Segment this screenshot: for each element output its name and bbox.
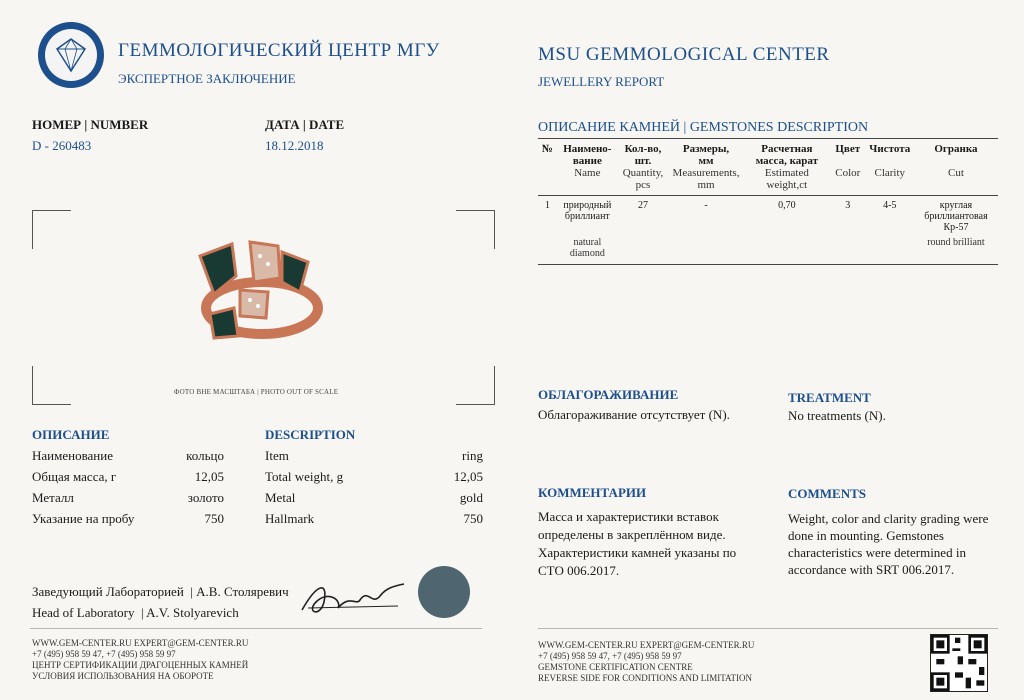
- page-subtitle-en: JEWELLERY REPORT: [538, 74, 665, 89]
- description-row: Общая масса, г 12,05: [32, 469, 224, 484]
- seal-stamp: [418, 566, 470, 618]
- comments-text-ru: Масса и характеристики вставок определены в закреплённом виде. Характеристики камней указаны по СТО 006.2017.: [538, 509, 737, 578]
- footer-left: WWW.GEM-CENTER.RU EXPERT@GEM-CENTER.RU +7 (495) 958 59 47, +7 (495) 958 59 97 ЦЕНТР СЕРТИФИКАЦИИ ДРАГОЦЕННЫХ КАМНЕЙ УСЛОВИЯ ИСПОЛЬЗОВАНИЯ НА ОБОРОТЕ: [32, 638, 249, 681]
- signature-image: [298, 572, 408, 622]
- signatory-title-en: Head of Laboratory | A.V. Stolyarevich: [32, 605, 239, 620]
- gemstones-table: [538, 143, 998, 191]
- number-value: D - 260483: [32, 138, 92, 153]
- description-list-en: [265, 448, 483, 532]
- table-row-en: natural diamond round brilliant: [569, 237, 985, 259]
- page-title-en: MSU GEMMOLOGICAL CENTER: [538, 44, 830, 65]
- date-label: ДАТА | DATE: [265, 117, 345, 132]
- divider: [538, 628, 998, 629]
- photo-frame-corner: [456, 210, 495, 249]
- gemstones-heading: ОПИСАНИЕ КАМНЕЙ | GEMSTONES DESCRIPTION: [538, 120, 869, 135]
- table-row: 1 природный бриллиант 27 - 0,70 3 4-5 круглая бриллиантовая Кр-57: [544, 200, 988, 233]
- table-rule: [538, 264, 998, 265]
- treatment-heading-ru: ОБЛАГОРАЖИВАНИЕ: [538, 387, 679, 402]
- description-heading-ru: ОПИСАНИЕ: [32, 427, 110, 442]
- date-value: 18.12.2018: [265, 138, 324, 153]
- photo-frame-corner: [456, 366, 495, 405]
- page-title-ru: ГЕММОЛОГИЧЕСКИЙ ЦЕНТР МГУ: [118, 40, 440, 61]
- table-header-en: Name Quantity, pcs Measurements, mm Estimated weight,ct Color Clarity Cut: [574, 167, 964, 191]
- signatory-title-ru: Заведующий Лабораторией | А.В. Столяревич: [32, 584, 289, 599]
- description-row: Item ring: [265, 448, 483, 463]
- ring-photo: [190, 238, 330, 348]
- divider: [30, 628, 482, 629]
- treatment-text-ru: Облагораживание отсутствует (N).: [538, 407, 730, 422]
- treatment-text-en: No treatments (N).: [788, 408, 886, 423]
- comments-heading-ru: КОММЕНТАРИИ: [538, 485, 647, 500]
- qr-code: [930, 634, 988, 692]
- description-heading-en: DESCRIPTION: [265, 427, 356, 442]
- treatment-heading-en: TREATMENT: [788, 390, 871, 405]
- page-subtitle-ru: ЭКСПЕРТНОЕ ЗАКЛЮЧЕНИЕ: [118, 71, 296, 86]
- photo-caption: ФОТО ВНЕ МАСШТАБА | PHOTO OUT OF SCALE: [173, 388, 339, 396]
- description-row: Наименование кольцо: [32, 448, 224, 463]
- description-row: Металл золото: [32, 490, 224, 505]
- table-rule: [538, 195, 998, 196]
- description-row: Metal gold: [265, 490, 483, 505]
- photo-frame-corner: [32, 210, 71, 249]
- diamond-icon: [51, 35, 91, 75]
- gemstones-table-body: [538, 200, 998, 259]
- table-rule: [538, 138, 998, 139]
- right-page: [512, 0, 1024, 700]
- description-row: Указание на пробу 750: [32, 511, 224, 526]
- footer-right: WWW.GEM-CENTER.RU EXPERT@GEM-CENTER.RU +7 (495) 958 59 47, +7 (495) 958 59 97 GEMSTONE CERTIFICATION CENTRE REVERSE SIDE FOR CONDITIONS AND LIMITATION: [538, 640, 755, 683]
- table-header-ru: № Наимено- вание Кол-во, шт. Размеры, мм Расчетная масса, карат Цвет Чистота Огранка: [541, 143, 978, 167]
- comments-text-en: Weight, color and clarity grading were done in mounting. Gemstones characteristics were determined in accordance with SRT 006.2017.: [788, 511, 989, 577]
- photo-frame-corner: [32, 366, 71, 405]
- comments-heading-en: COMMENTS: [788, 486, 866, 501]
- msu-logo: [38, 22, 104, 88]
- description-row: Total weight, g 12,05: [265, 469, 483, 484]
- description-list-ru: [32, 448, 224, 532]
- number-label: НОМЕР | NUMBER: [32, 117, 149, 132]
- description-row: Hallmark 750: [265, 511, 483, 526]
